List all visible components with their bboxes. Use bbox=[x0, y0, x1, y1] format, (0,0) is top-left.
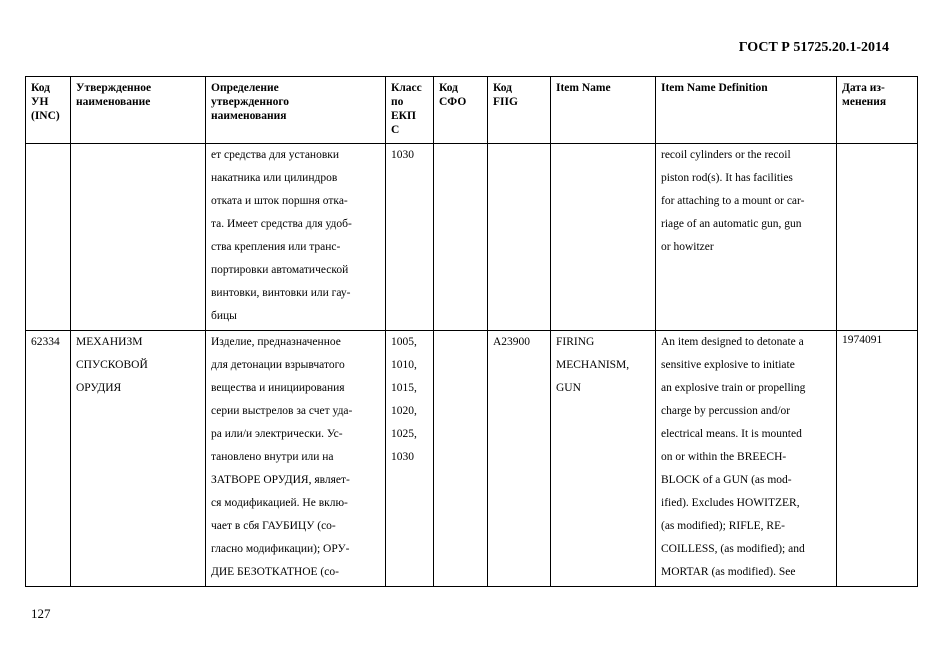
cell-line: накатника или цилиндров bbox=[211, 172, 338, 184]
nomenclature-table bbox=[25, 76, 918, 587]
fiig-cell: A23900 bbox=[488, 331, 551, 587]
column-header bbox=[434, 77, 488, 144]
cell-line: та. Имеет средства для удоб- bbox=[211, 218, 352, 230]
class-cell bbox=[386, 144, 434, 331]
cell-line: (as modified); RIFLE, RE- bbox=[661, 520, 785, 532]
cell-line: вещества и инициирования bbox=[211, 382, 345, 394]
cell-line: riage of an automatic gun, gun bbox=[661, 218, 802, 230]
sfo-cell bbox=[434, 331, 488, 587]
table-row bbox=[26, 144, 918, 331]
cell-line: recoil cylinders or the recoil bbox=[661, 149, 791, 161]
page-number: 127 bbox=[31, 606, 51, 621]
cell-line: для детонации взрывчатого bbox=[211, 359, 345, 371]
cell-line: 1020, bbox=[391, 405, 417, 417]
cell-line: ОРУДИЯ bbox=[76, 382, 122, 394]
column-header bbox=[488, 77, 551, 144]
column-header-line: Код bbox=[493, 82, 513, 94]
column-header-line: по bbox=[391, 96, 404, 108]
cell-line: бицы bbox=[211, 310, 237, 322]
cell-line: ЗАТВОРЕ ОРУДИЯ, являет- bbox=[211, 474, 350, 486]
cell-line: BLOCK of a GUN (as mod- bbox=[661, 474, 792, 486]
column-header-line: Код bbox=[31, 82, 51, 94]
column-header-line: FIIG bbox=[493, 96, 518, 108]
cell-line: 1030 bbox=[391, 149, 414, 161]
cell-line: ра или/и электрически. Ус- bbox=[211, 428, 343, 440]
column-header-line: наименование bbox=[76, 96, 151, 108]
column-header-line: Код bbox=[439, 82, 459, 94]
inc-cell bbox=[26, 144, 71, 331]
class-cell bbox=[386, 331, 434, 587]
cell-line: СПУСКОВОЙ bbox=[76, 359, 148, 371]
cell-line: ДИЕ БЕЗОТКАТНОЕ (со- bbox=[211, 566, 339, 578]
column-header-line: (INC) bbox=[31, 110, 60, 122]
cell-line: тановлено внутри или на bbox=[211, 451, 334, 463]
column-header bbox=[551, 77, 656, 144]
cell-line: 1010, bbox=[391, 359, 417, 371]
column-header bbox=[26, 77, 71, 144]
column-header-line: менения bbox=[842, 96, 887, 108]
item-name-cell bbox=[551, 331, 656, 587]
column-header-line: Класс bbox=[391, 82, 422, 94]
approved-name-cell bbox=[71, 331, 206, 587]
cell-line: чает в сбя ГАУБИЦУ (со- bbox=[211, 520, 336, 532]
date-cell bbox=[837, 144, 918, 331]
approved-name-cell bbox=[71, 144, 206, 331]
column-header-line: Item Name bbox=[556, 82, 611, 94]
column-header-line: ЕКП bbox=[391, 110, 416, 122]
cell-line: An item designed to detonate a bbox=[661, 336, 804, 348]
cell-line: гласно модификации); ОРУ- bbox=[211, 543, 350, 555]
cell-line: FIRING bbox=[556, 336, 595, 348]
cell-line: or howitzer bbox=[661, 241, 714, 253]
column-header-line: Утвержденное bbox=[76, 82, 152, 94]
cell-line: sensitive explosive to initiate bbox=[661, 359, 795, 371]
cell-line: GUN bbox=[556, 382, 581, 394]
column-header-line: УН bbox=[31, 96, 49, 108]
cell-line: piston rod(s). It has facilities bbox=[661, 172, 793, 184]
cell-line: серии выстрелов за счет уда- bbox=[211, 405, 353, 417]
cell-line: ся модификацией. Не вклю- bbox=[211, 497, 348, 509]
column-header-line: Item Name Definition bbox=[661, 82, 768, 94]
column-header bbox=[206, 77, 386, 144]
table-row bbox=[26, 331, 918, 587]
cell-line: an explosive train or propelling bbox=[661, 382, 806, 394]
column-header-line: Определение bbox=[211, 82, 279, 94]
item-name-cell bbox=[551, 144, 656, 331]
cell-line: винтовки, винтовки или гау- bbox=[211, 287, 351, 299]
column-header bbox=[386, 77, 434, 144]
cell-line: for attaching to a mount or car- bbox=[661, 195, 805, 207]
fiig-cell bbox=[488, 144, 551, 331]
cell-line: отката и шток поршня отка- bbox=[211, 195, 348, 207]
cell-line: портировки автоматической bbox=[211, 264, 349, 276]
column-header-line: Дата из- bbox=[842, 82, 885, 94]
cell-line: 1015, bbox=[391, 382, 417, 394]
cell-line: 1025, bbox=[391, 428, 417, 440]
column-header-line: наименования bbox=[211, 110, 287, 122]
definition-cell bbox=[206, 144, 386, 331]
item-definition-cell bbox=[656, 144, 837, 331]
cell-line: ified). Excludes HOWITZER, bbox=[661, 497, 800, 509]
cell-line: Изделие, предназначенное bbox=[211, 336, 341, 348]
column-header-line: СФО bbox=[439, 96, 467, 108]
column-header-line: утвержденного bbox=[211, 96, 290, 108]
cell-line: 1005, bbox=[391, 336, 417, 348]
item-definition-cell bbox=[656, 331, 837, 587]
definition-cell bbox=[206, 331, 386, 587]
cell-line: charge by percussion and/or bbox=[661, 405, 791, 417]
cell-line: electrical means. It is mounted bbox=[661, 428, 802, 440]
cell-line: MORTAR (as modified). See bbox=[661, 566, 796, 578]
column-header bbox=[71, 77, 206, 144]
column-header bbox=[837, 77, 918, 144]
column-header-line: С bbox=[391, 124, 400, 136]
column-header bbox=[656, 77, 837, 144]
cell-line: on or within the BREECH- bbox=[661, 451, 787, 463]
table-header-row bbox=[26, 77, 918, 144]
standard-title: ГОСТ Р 51725.20.1-2014 bbox=[738, 40, 889, 55]
date-cell: 1974091 bbox=[837, 331, 918, 587]
cell-line: MECHANISM, bbox=[556, 359, 630, 371]
cell-line: 1030 bbox=[391, 451, 414, 463]
cell-line: ет средства для установки bbox=[211, 149, 340, 161]
cell-line: COILLESS, (as modified); and bbox=[661, 543, 805, 555]
sfo-cell bbox=[434, 144, 488, 331]
cell-line: МЕХАНИЗМ bbox=[76, 336, 143, 348]
cell-line: ства крепления или транс- bbox=[211, 241, 341, 253]
inc-cell: 62334 bbox=[26, 331, 71, 587]
